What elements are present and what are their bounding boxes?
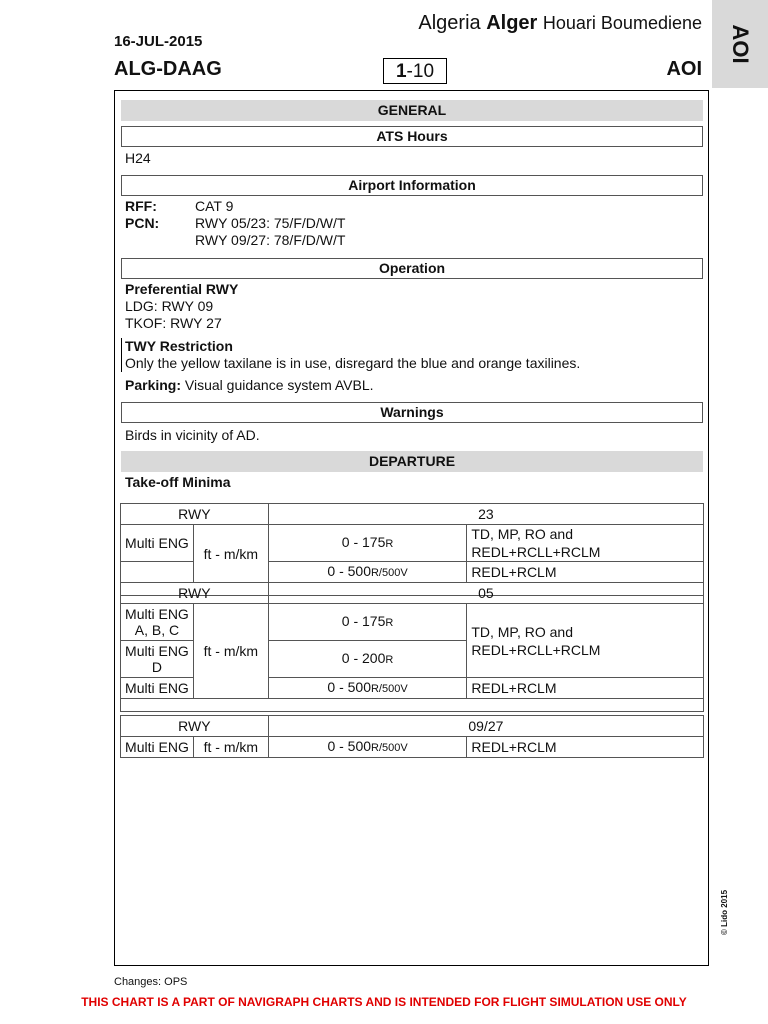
tkof-rwy: TKOF: RWY 27 [125, 315, 222, 331]
section-tab-label: AOI [728, 24, 753, 64]
unit-label: ft - m/km [193, 525, 268, 583]
minima-value [268, 641, 467, 678]
country-name: Algeria [418, 12, 481, 34]
rff-value: CAT 9 [195, 198, 234, 214]
unit-label: ft - m/km [193, 604, 268, 699]
twy-restriction [121, 338, 580, 372]
minima-value [268, 737, 467, 758]
copyright-notice: © Lido 2015 [720, 889, 729, 935]
chart-date: 16-JUL-2015 [114, 33, 203, 50]
requirement: TD, MP, RO and REDL+RCLL+RCLM [467, 604, 704, 678]
engine-type: Multi ENG [121, 525, 194, 562]
engine-type: Multi ENG [121, 737, 194, 758]
minima-number: 0 - 500 [327, 563, 371, 579]
general-heading: GENERAL [121, 100, 703, 121]
table-row [121, 604, 704, 641]
pcn-line2: RWY 09/27: 78/F/D/W/T [195, 232, 346, 248]
minima-suffix: R/500V [370, 567, 408, 579]
unit-label: ft - m/km [193, 737, 268, 758]
section-tab [712, 0, 768, 88]
rwy-label: RWY [121, 583, 269, 604]
page-number [383, 58, 447, 84]
minima-table-rwy0927 [120, 715, 704, 758]
minima-suffix: R [385, 538, 394, 550]
minima-value [268, 525, 467, 562]
rwy-number: 09/27 [268, 716, 703, 737]
ats-hours-heading: ATS Hours [121, 126, 703, 147]
page-prefix: 1 [395, 61, 407, 82]
minima-value [268, 562, 467, 583]
airport-code: ALG-DAAG [114, 58, 222, 80]
engine-type-empty [121, 562, 194, 583]
rwy-label: RWY [121, 504, 269, 525]
engine-type: Multi ENG D [121, 641, 194, 678]
warnings-text: Birds in vicinity of AD. [125, 427, 260, 443]
pcn-line1: RWY 05/23: 75/F/D/W/T [195, 215, 346, 231]
table-row [121, 504, 704, 525]
airport-title [418, 12, 702, 35]
ldg-rwy: LDG: RWY 09 [125, 298, 214, 314]
changes-note: Changes: OPS [114, 976, 188, 988]
rff-row [125, 198, 233, 215]
page-suffix: -10 [406, 61, 435, 82]
airport-name: Houari Boumediene [542, 13, 702, 33]
simulation-disclaimer: THIS CHART IS A PART OF NAVIGRAPH CHARTS AND IS INTENDED FOR FLIGHT SIMULATION USE ONLY [81, 995, 687, 1009]
requirement: TD, MP, RO and REDL+RCLL+RCLM [467, 525, 704, 562]
content-frame [114, 90, 709, 966]
rwy-number: 05 [268, 583, 703, 604]
minima-number: 0 - 500 [327, 679, 371, 695]
rwy-number: 23 [268, 504, 703, 525]
pcn-label: PCN: [125, 215, 160, 231]
minima-table-rwy05 [120, 582, 704, 712]
table-spacer-row [121, 699, 704, 712]
minima-value [268, 604, 467, 641]
section-code: AOI [666, 58, 702, 80]
minima-number: 0 - 200 [341, 650, 386, 666]
table-row [121, 737, 704, 758]
parking-row [125, 377, 374, 394]
parking-text: Visual guidance system AVBL. [184, 377, 374, 393]
minima-value [268, 678, 467, 699]
operation-heading: Operation [121, 258, 703, 279]
parking-label: Parking: [125, 377, 182, 393]
twy-restriction-text: Only the yellow taxilane is in use, disregard the blue and orange taxilines. [125, 355, 581, 371]
pcn-row [125, 215, 345, 232]
preferential-rwy-title: Preferential RWY [125, 281, 239, 297]
takeoff-minima-title: Take-off Minima [125, 474, 231, 490]
minima-number: 0 - 175 [341, 613, 386, 629]
minima-number: 0 - 500 [327, 738, 372, 754]
warnings-heading: Warnings [121, 402, 703, 423]
table-row [121, 583, 704, 604]
requirement: REDL+RCLM [467, 678, 704, 699]
twy-restriction-title: TWY Restriction [125, 338, 233, 354]
requirement: REDL+RCLM [467, 737, 704, 758]
requirement: REDL+RCLM [467, 562, 704, 583]
minima-suffix: R/500V [371, 742, 408, 754]
minima-number: 0 - 175 [341, 534, 386, 550]
engine-type: Multi ENG [121, 678, 194, 699]
table-row [121, 525, 704, 562]
rff-label: RFF: [125, 198, 157, 214]
departure-heading: DEPARTURE [121, 451, 703, 472]
airport-info-heading: Airport Information [121, 175, 703, 196]
minima-suffix: R/500V [370, 683, 408, 695]
city-name: Alger [486, 12, 538, 34]
engine-type: Multi ENG A, B, C [121, 604, 194, 641]
table-row [121, 716, 704, 737]
minima-suffix: R [385, 654, 394, 666]
rwy-label: RWY [121, 716, 269, 737]
ats-hours-value: H24 [125, 150, 151, 166]
minima-suffix: R [385, 617, 394, 629]
